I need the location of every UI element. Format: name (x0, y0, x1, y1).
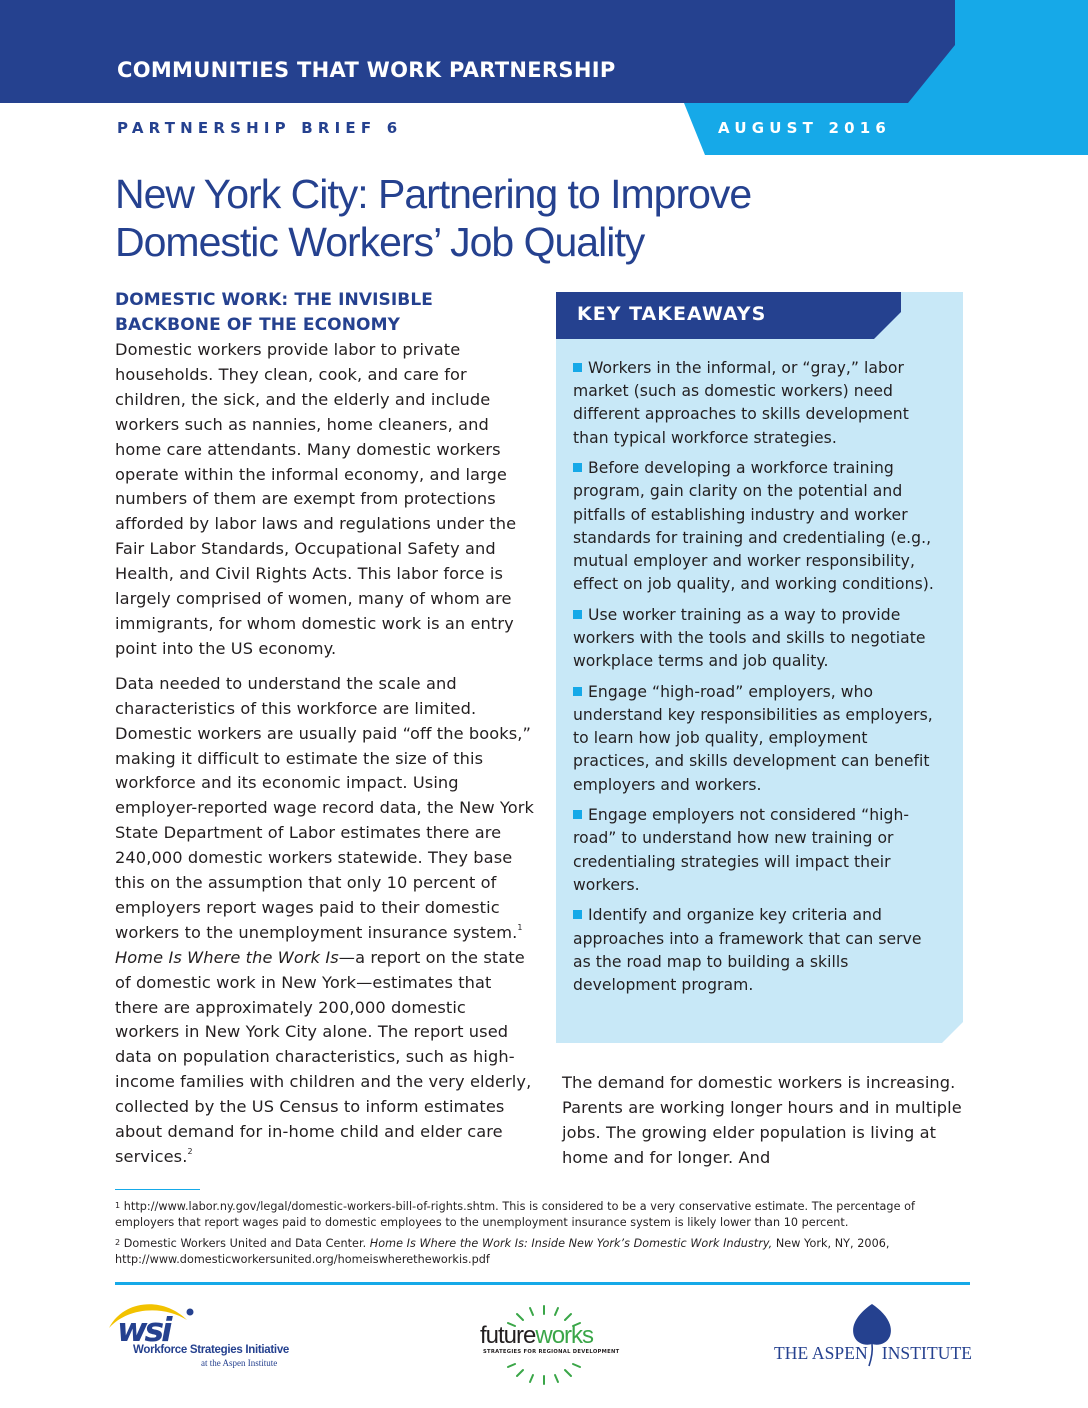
square-bullet-icon (573, 463, 582, 472)
square-bullet-icon (573, 687, 582, 696)
wsi-name: Workforce Strategies Initiative (133, 1344, 290, 1356)
brief-date: AUGUST 2016 (718, 119, 892, 137)
footnote-2 (115, 1236, 965, 1268)
footnote-1-text: http://www.labor.ny.gov/legal/domestic-workers-bill-of-rights.shtm. This is considered to be a very conservative estimate. The percentage of employers that report wages paid to domestic employees to the unemployment insurance system is likely lower than 10 percent. (115, 1200, 915, 1229)
takeaway-item (573, 457, 943, 596)
paragraph-2-part-a: Data needed to understand the scale and characteristics of this workforce are limited. Domestic workers are usually paid “off the books,” making it difficult to estimate the size of this workforce and its economic impact. Using employer-reported wage record data, the New York State Department of Labor estimates there are 240,000 domestic workers statewide. They base this on the assumption that only 10 percent of employers report wages paid to their domestic workers to the unemployment insurance system. (115, 673, 535, 942)
report-title: Home Is Where the Work Is (115, 947, 339, 967)
wsi-letters: wsi (117, 1310, 170, 1349)
aspen-institute-logo (772, 1302, 977, 1372)
footnote-divider (115, 1189, 200, 1190)
paragraph-2 (115, 672, 535, 1170)
footnote-2-text-b: New York, NY, 2006, http://www.domesticworkersunited.org/homeiswheretheworkis.pdf (115, 1237, 890, 1266)
wsi-subtitle: at the Aspen Institute (201, 1358, 278, 1368)
takeaway-item (573, 904, 943, 997)
aspen-wordmark (774, 1343, 972, 1364)
takeaway-item (573, 604, 943, 674)
futureworks-future: future (480, 1322, 536, 1349)
footnote-ref-1: 1 (517, 922, 523, 932)
takeaway-text: Before developing a workforce training program, gain clarity on the potential and pitfalls of establishing industry and worker standards for training and credentialing (e.g., mutual employer and worker responsibility, effect on job quality, and working conditions). (573, 459, 934, 594)
footnote-2-title: Home Is Where the Work Is: Inside New York’s Domestic Work Industry, (369, 1237, 773, 1250)
futureworks-wordmark (480, 1322, 593, 1350)
footnote-ref-2: 2 (187, 1147, 193, 1156)
futureworks-works: works (535, 1322, 594, 1349)
wsi-logo (103, 1298, 303, 1373)
square-bullet-icon (573, 363, 582, 372)
brief-number: PARTNERSHIP BRIEF 6 (117, 119, 403, 137)
left-column (115, 288, 535, 1170)
takeaway-item (573, 804, 943, 897)
footer-divider (115, 1282, 970, 1285)
header-dark-band (0, 0, 955, 103)
takeaway-text: Use worker training as a way to provide workers with the tools and skills to negotiate workplace terms and job quality. (573, 605, 926, 671)
footnote-2-mark: 2 (115, 1238, 121, 1247)
square-bullet-icon (573, 610, 582, 619)
takeaway-text: Engage employers not considered “high-road” to understand how new training or credentialing strategies will impact their workers. (573, 806, 910, 894)
takeaway-text: Engage “high-road” employers, who understand key responsibilities as employers, to learn how job quality, employment practices, and skills development can benefit employers and workers. (573, 682, 933, 794)
footnote-2-text-a: Domestic Workers United and Data Center. (123, 1237, 370, 1250)
page-title: New York City: Partnering to Improve Domestic Workers’ Job Quality (115, 171, 752, 265)
square-bullet-icon (573, 910, 582, 919)
header-title: COMMUNITIES THAT WORK PARTNERSHIP (117, 58, 616, 82)
takeaway-text: Workers in the informal, or “gray,” labor market (such as domestic workers) need different approaches to skills development than typical workforce strategies. (573, 359, 909, 447)
aspen-text-a: THE ASPEN (774, 1343, 868, 1363)
aspen-text-b: INSTITUTE (881, 1343, 973, 1363)
section-heading: DOMESTIC WORK: THE INVISIBLE BACKBONE OF THE ECONOMY (115, 290, 433, 335)
futureworks-tagline: STRATEGIES FOR REGIONAL DEVELOPMENT (483, 1349, 620, 1355)
key-takeaways-heading: KEY TAKEAWAYS (577, 303, 767, 325)
square-bullet-icon (573, 810, 582, 819)
paragraph-2-part-b: —a report on the state of domestic work in New York—estimates that there are approximately 200,000 domestic workers in New York City alone. The report used data on population characteristics, such as high-income families with children and the very elderly, collected by the US Census to inform estimates about demand for in-home child and elder care services. (115, 947, 532, 1166)
footnote-1-mark: 1 (115, 1201, 121, 1210)
takeaway-text: Identify and organize key criteria and approaches into a framework that can serve as the road map to building a skills development program. (573, 906, 922, 995)
paragraph-1: Domestic workers provide labor to private households. They clean, cook, and care for children, the sick, and the elderly and include workers such as nannies, home cleaners, and home care attendants. Many domestic workers operate within the informal economy, and large numbers of them are exempt from protections afforded by labor laws and regulations under the Fair Labor Standards, Occupational Safety and Health, and Civil Rights Acts. This labor force is largely comprised of women, many of whom are immigrants, for whom domestic work is an entry point into the US economy. (115, 340, 517, 658)
takeaway-item (573, 357, 943, 450)
key-takeaways-list (573, 357, 943, 1005)
footnote-1 (115, 1199, 965, 1231)
right-column-paragraph: The demand for domestic workers is increasing. Parents are working longer hours and in multiple jobs. The growing elder population is living at home and for longer. And (562, 1073, 962, 1167)
futureworks-logo (474, 1300, 620, 1390)
takeaway-item (573, 681, 943, 797)
